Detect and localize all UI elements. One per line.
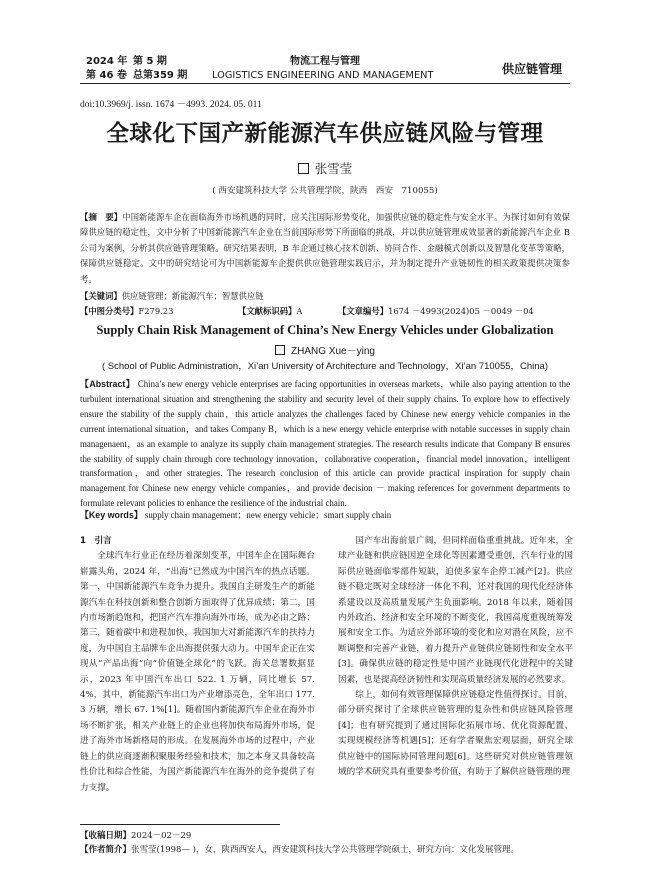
keywords-en-text: supply chain management；new energy vehicle；smart supply chain	[144, 510, 392, 520]
footnote-rule	[80, 824, 280, 825]
doc-code-value: A	[296, 306, 303, 316]
abstract-cn-text: 中国新能源车企在面临海外市场机遇的同时，应关注国际形势变化，加强供应链的稳定性与安全水平。为探讨如何有效保障供应链的稳定性，文中分析了中国新能源汽车企业在当前国际形势下所面临的挑战，并以供应链管理成效显著的新能源汽车企业 B 公司为案例，分析其供应链管理策略。研究结果表明，B 车企通过核心技术创新、协同合作、金融模式创新以及智慧化变革等策略，保障供应链稳定。文中的研究结论可为中国新能源车企提供供应链管理实践启示，并为制定提升产业链韧性的相关政策提供决策参考。	[80, 212, 571, 284]
author-bio-label: 【作者简介】	[80, 845, 132, 855]
section-heading: 1 引言	[80, 536, 112, 546]
body-column-left	[80, 534, 315, 796]
doc-code-label: 【文献标识码】	[238, 306, 297, 316]
en-author-name: ZHANG Xue－ying	[291, 346, 375, 357]
article-no-label: 【文章编号】	[338, 306, 389, 316]
header-rule	[80, 83, 570, 84]
body-paragraph: 国产车出海前景广阔，但同样面临重重挑战。近年来，全球产业链和供应链因逆全球化等因素遭受重创，汽车行业的国际供应链面临零部件短缺，迫使多家车企停工减产[2]。供应链不稳定既对全球经济一体化不利，还对我国的现代化经济体系建设以及高质量发展产生负面影响。2018 年以来，随着国内外政治、经济和安全环境的不断变化，我国高度重视统筹发展和安全工作。为适应外部环境的变化和应对潜在风险，应不断调整和完善产业链，着力提升产业链供应链韧性和安全水平[3]。确保供应链的稳定性是中国产业链现代化进程中的关键因素，也是提高经济韧性和实现高质量经济发展的必然要求。	[338, 536, 573, 685]
header-journal-en: LOGISTICS ENGINEERING AND MANAGEMENT	[212, 70, 434, 81]
affiliation: ( 西安建筑科技大学 公共管理学院，陕西 西安 710055)	[212, 186, 438, 196]
header-issue: 第 5 期	[133, 56, 167, 67]
paper-title: 全球化下国产新能源汽车供应链风险与管理	[106, 121, 544, 147]
keywords-cn	[80, 289, 264, 304]
header-section: 供应链管理	[502, 62, 563, 76]
header-journal-cn: 物流工程与管理	[290, 56, 360, 67]
clc-group	[80, 304, 238, 319]
body-column-right	[338, 534, 573, 781]
author-line	[0, 159, 650, 177]
body-paragraph: 全球汽车行业正在经历着深刻变革，中国车企在国际舞台崭露头角，2024 年，“出海”已然成为中国汽车的热点话题。第一，中国新能源汽车竞争力提升。我国自主研发生产的新能源汽车在科技创新和整合创新方面取得了优异成绩；第二，国内市场渐趋饱和，把国产汽车推向海外市场，成为必由之路；第三，随着碳中和进程加快，我国加大对新能源汽车的扶持力度，为中国自主品牌车企出海提供强大动力。中国车企正在实现从“产品出海”向“价值链全球化”的飞跃。海关总署数据显示，2023 年中国汽车出口 522. 1 万辆，同比增长 57. 4%，其中，新能源汽车出口为产业增添亮色，全年出口 177. 3 万辆，增长 67. 1%[1]。随着国内新能源汽车企业在海外市场不断扩张，相关产业链上的企业也将加快布局海外市场，促进了海外市场新格局的形成。在发展海外市场的过程中，产业链上的供应商逐渐积聚服务经验和技术，加之本身又具备较高性价比和综合性能，为国产新能源汽车在海外的竞争提供了有力支撑。	[80, 551, 315, 793]
doc-code-group	[238, 304, 338, 319]
footnote	[80, 829, 570, 857]
doi: doi:10.3969/j. issn. 1674 －4993. 2024. 05. 011	[80, 100, 262, 110]
keywords-cn-label: 【关键词】	[80, 291, 122, 301]
clc-label: 【中图分类号】	[80, 306, 139, 316]
classification	[80, 304, 570, 319]
author-name: 张雪莹	[314, 161, 353, 176]
abstract-en	[80, 377, 570, 511]
en-author-line	[0, 342, 650, 357]
abstract-en-text: China’s new energy vehicle enterprises are facing opportunities in overseas markets，while also paying attention to the turbulent international situation and strengthening the stability and security level of their supply chains. To explore how to effectively ensure the stability of the supply chain，this article analyzes the challenges faced by Chinese new energy vehicle companies in the current international situation，and takes Company B，which is a new energy vehicle enterprise with notable successes in supply chain managenaent，as an example to analyze its supply chain management strategies. The research results indicate that Company B ensures the stability of supply chain through core technology innovation，collaborative cooperation，financial model innovation，intelligent transformation，and other strategies. The research conclusion of this article can provide practical inspiration for supply chain management for Chinese new energy vehicle companies，and provide decision － making references for government departments to formulate relevant policies to enhance the resilience of the industrial chain.	[80, 379, 571, 509]
header-year: 2024 年	[86, 56, 128, 67]
article-no-value: 1674 －4993(2024)05 －0049 －04	[388, 306, 534, 316]
abstract-cn	[80, 210, 570, 287]
abstract-cn-label: 【摘 要】	[80, 212, 123, 222]
clc-value: F279.23	[138, 306, 174, 316]
article-no-group	[338, 304, 534, 319]
author-bio: 张雪莹(1998— )，女，陕西西安人，西安建筑科技大学公共管理学院硕士，研究方向：文化发展管理。	[131, 845, 519, 855]
keywords-en-label: 【Key words】	[80, 510, 143, 520]
header-total-issue: 总第359 期	[133, 70, 188, 81]
keywords-en	[80, 508, 570, 522]
body-paragraph: 综上，如何有效管理保障供应链稳定性值得探讨。目前，部分研究探讨了全球供应链管理的复杂性和供应链风险管理[4]；也有研究提到了通过国际化拓展市场、优化资源配置、实现规模经济等机遇[5]；还有学者聚焦宏观层面，研究全球供应链中的国际协同管理问题[6]。这些研究对供应链管理领域的学术研究具有重要参考价值，有助于了解供应链管理的理	[338, 690, 573, 778]
received-label: 【收稿日期】	[80, 831, 132, 841]
keywords-cn-text: 供应链管理；新能源汽车；智慧供应链	[121, 291, 264, 301]
en-affiliation: ( School of Public Administration，Xi’an University of Architecture and Technology，Xi’an 710055，China)	[101, 361, 549, 372]
received-line	[80, 829, 570, 843]
en-title: Supply Chain Risk Management of China’s New Energy Vehicles under Globalization	[96, 323, 554, 337]
en-author-box-icon	[275, 345, 285, 355]
header-volume: 第 46 卷	[86, 70, 127, 81]
abstract-en-label: 【Abstract】	[80, 379, 136, 389]
received-date: 2024－02－29	[131, 831, 192, 841]
author-box-icon	[298, 163, 309, 174]
author-bio-line	[80, 843, 570, 857]
